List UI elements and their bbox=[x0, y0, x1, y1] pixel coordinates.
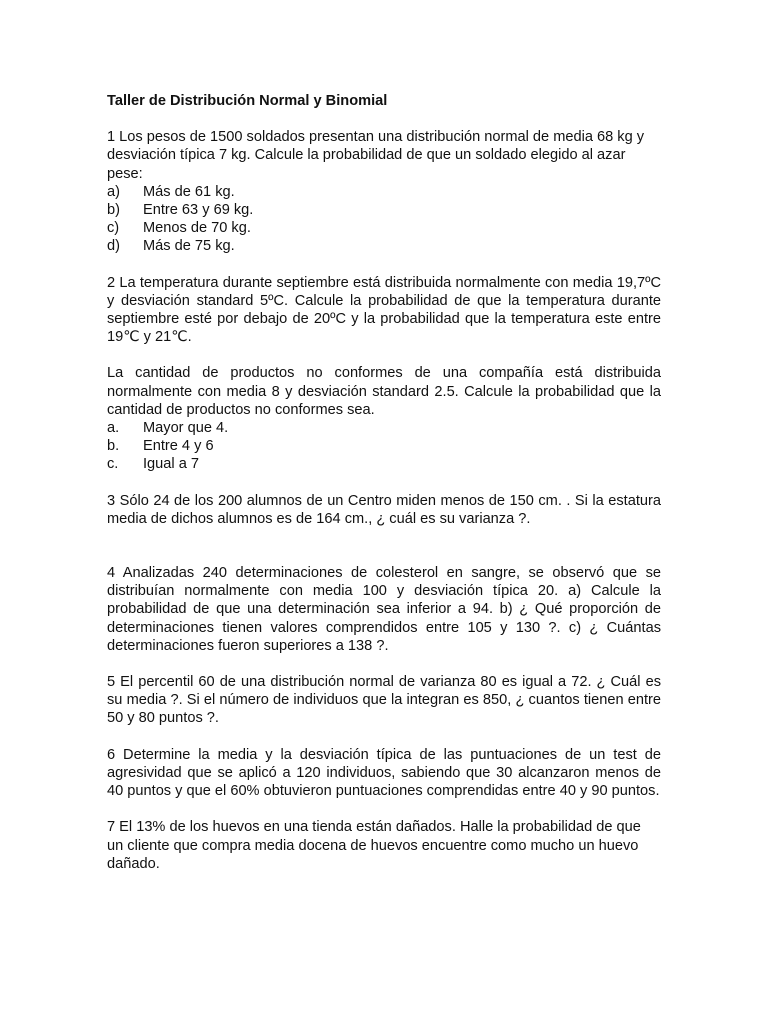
problem-1-text: 1 Los pesos de 1500 soldados presentan una distribución normal de media 68 kg y desviación típica 7 kg. Calcule la probabilidad de que un soldado elegido al azar pese: bbox=[107, 129, 645, 182]
problem-2b-item-b bbox=[107, 437, 661, 455]
problem-6 bbox=[107, 746, 661, 801]
problem-5-text: 5 El percentil 60 de una distribución normal de varianza 80 es igual a 72. ¿ Cuál es su media ?. Si el número de individuos que la integran es 850, ¿ cuantos tienen entre 50 y 80 puntos ?. bbox=[107, 674, 661, 727]
problem-2b-item-a bbox=[107, 419, 661, 437]
list-marker: d) bbox=[107, 238, 120, 255]
problem-2-text: 2 La temperatura durante septiembre está distribuida normalmente con media 19,7ºC y desviación standard 5ºC. Calcule la probabilidad de que la temperatura durante septiembre esté por debajo de 20ºC y la probabilidad que la temperatura este entre 19℃ y 21℃. bbox=[107, 274, 661, 346]
list-marker: a. bbox=[107, 420, 120, 437]
document-title: Taller de Distribución Normal y Binomial bbox=[107, 93, 388, 109]
problem-3 bbox=[107, 492, 661, 528]
list-item-text: Entre 4 y 6 bbox=[143, 438, 214, 455]
problem-2 bbox=[107, 274, 661, 347]
problem-7-text: 7 El 13% de los huevos en una tienda están dañados. Halle la probabilidad de que un cliente que compra media docena de huevos encuentre como mucho un huevo dañado. bbox=[107, 819, 641, 872]
list-item-text: Igual a 7 bbox=[143, 456, 199, 473]
list-marker: b) bbox=[107, 202, 120, 219]
problem-1-item-a bbox=[107, 183, 661, 201]
problem-1-item-b bbox=[107, 201, 661, 219]
problem-2b bbox=[107, 364, 661, 473]
problem-7 bbox=[107, 818, 661, 873]
list-item-text: Mayor que 4. bbox=[143, 420, 229, 437]
list-marker: b. bbox=[107, 438, 120, 455]
problem-2b-item-c bbox=[107, 455, 661, 473]
list-marker: c. bbox=[107, 456, 119, 473]
list-marker: a) bbox=[107, 183, 120, 200]
list-marker: c) bbox=[107, 220, 120, 237]
problem-1-item-c bbox=[107, 219, 661, 237]
problem-6-text: 6 Determine la media y la desviación típica de las puntuaciones de un test de agresividad que se aplicó a 120 individuos, sabiendo que 30 alcanzaron menos de 40 puntos y que el 60% obtuvieron puntuaciones comprendidas entre 40 y 90 puntos. bbox=[107, 746, 661, 800]
list-item-text: Menos de 70 kg. bbox=[143, 220, 251, 237]
problem-1-item-d bbox=[107, 237, 661, 255]
problem-2b-text: La cantidad de productos no conformes de una compañía está distribuida normalmente con media 8 y desviación standard 2.5. Calcule la probabilidad que la cantidad de productos no conformes sea. bbox=[107, 365, 661, 418]
problem-4 bbox=[107, 564, 661, 655]
list-item-text: Más de 61 kg. bbox=[143, 183, 235, 200]
document-page bbox=[107, 92, 661, 891]
list-item-text: Más de 75 kg. bbox=[143, 238, 235, 255]
problem-3-text: 3 Sólo 24 de los 200 alumnos de un Centro miden menos de 150 cm. . Si la estatura media de dichos alumnos es de 164 cm., ¿ cuál es su varianza ?. bbox=[107, 492, 661, 527]
problem-4-text: 4 Analizadas 240 determinaciones de colesterol en sangre, se observó que se distribuían normalmente con media 100 y desviación típica 20. a) Calcule la probabilidad de que una determinación sea inferior a 94. b) ¿ Qué proporción de determinaciones tienen valores comprendidos entre 105 y 130 ?. c) ¿ Cuántas determinaciones fueron superiores a 138 ?. bbox=[107, 565, 661, 654]
problem-1 bbox=[107, 128, 661, 255]
problem-5 bbox=[107, 673, 661, 728]
list-item-text: Entre 63 y 69 kg. bbox=[143, 202, 254, 219]
